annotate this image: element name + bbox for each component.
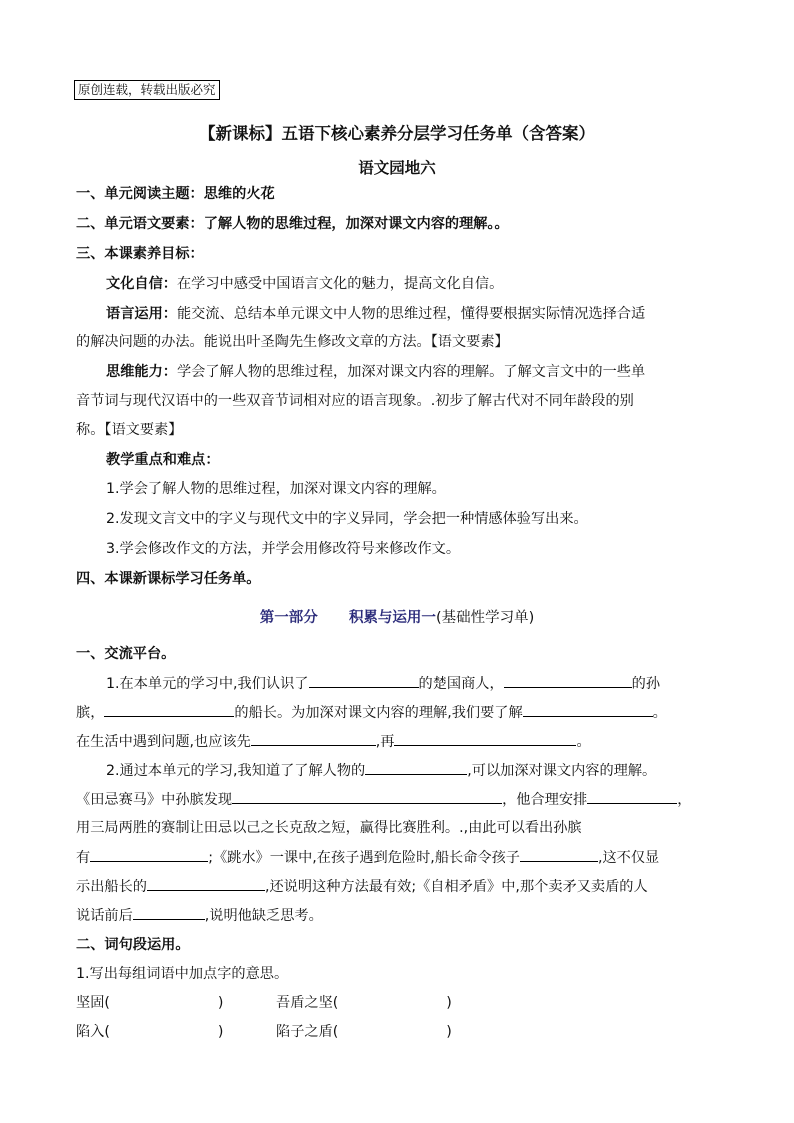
document-subtitle: 语文园地六	[358, 159, 436, 177]
q2-text-k: ,还说明这种方法最有效;《自相矛盾》中,那个卖矛又卖盾的人	[264, 879, 648, 895]
bracket-close: )	[217, 995, 224, 1011]
question-2-line-4	[76, 846, 718, 869]
q1-text-e: 的船长。为加深对课文内容的理解,我们要了解	[234, 705, 523, 721]
q2-text-d: ，他合理安排	[502, 792, 588, 808]
usage-question-1: 1.写出每组词语中加点字的意思。	[76, 966, 289, 982]
q2-text-c: 《田忌赛马》中孙膑发现	[76, 792, 233, 808]
unit-element: 二、单元语文要素：了解人物的思维过程，加深对课文内容的理解。。	[76, 216, 509, 232]
answer-blank[interactable]	[520, 846, 598, 862]
question-2-line-5	[76, 875, 718, 898]
q2-text-e: ，	[677, 792, 692, 808]
q2-text-i: ,这不仅显	[597, 850, 660, 866]
answer-blank[interactable]	[251, 730, 376, 746]
key-points-heading: 教学重点和难点：	[106, 452, 220, 468]
answer-blank[interactable]	[504, 672, 632, 688]
goal-culture-text: 在学习中感受中国语言文化的魅力，提高文化自信。	[176, 276, 504, 292]
tasks-heading: 四、本课新课标学习任务单。	[76, 571, 261, 587]
word-wudunzhijian: 吾盾之坚(	[276, 995, 339, 1011]
question-1-line-3	[76, 730, 718, 753]
goal-culture	[106, 273, 718, 295]
question-2-line-2	[76, 788, 718, 811]
answer-blank[interactable]	[90, 846, 208, 862]
goal-language-text: 能交流、总结本单元课文中人物的思维过程，懂得要根据实际情况选择合适	[176, 306, 646, 322]
goal-thinking-cont2: 称。【语文要素】	[76, 422, 183, 438]
question-2-line-6	[76, 904, 718, 927]
q1-text-d: 膑，	[76, 705, 105, 721]
question-1-line-2	[76, 701, 718, 724]
goal-culture-label: 文化自信：	[106, 276, 177, 292]
bracket-close: )	[217, 1024, 224, 1040]
word-row-1	[76, 992, 718, 1014]
goals-heading: 三、本课素养目标：	[76, 246, 204, 262]
q1-text-i: 。	[576, 734, 591, 750]
key-point-2: 2.发现文言文中的字义与现代文中的字义异同，学会把一种情感体验写出来。	[106, 511, 588, 527]
word-jiangu: 坚固(	[76, 995, 110, 1011]
q2-text-l: 说话前后	[76, 908, 133, 924]
q2-text-g: 有	[76, 850, 91, 866]
goal-language	[106, 303, 718, 325]
answer-blank[interactable]	[309, 672, 419, 688]
goal-language-cont: 的解决问题的办法。能说出叶圣陶先生修改文章的方法。【语文要素】	[76, 334, 509, 350]
q2-text-m: ,说明他缺乏思考。	[204, 908, 323, 924]
answer-blank[interactable]	[104, 701, 234, 717]
q2-text-b: ,可以加深对课文内容的理解。	[467, 763, 657, 779]
section-exchange-heading: 一、交流平台。	[76, 646, 176, 662]
q1-text-g: 在生活中遇到问题,也应该先	[76, 734, 251, 750]
word-row-2	[76, 1021, 718, 1043]
question-1-line-1	[106, 672, 718, 695]
q2-text-a: 2.通过本单元的学习,我知道了了解人物的	[106, 763, 366, 779]
question-2-line-1	[106, 759, 718, 782]
goal-language-label: 语言运用：	[106, 306, 177, 322]
goal-thinking	[106, 361, 718, 383]
part-one-heading	[0, 607, 794, 629]
q1-text-h: ,再	[375, 734, 395, 750]
bracket-close: )	[446, 1024, 452, 1040]
goal-thinking-label: 思维能力：	[106, 364, 177, 380]
answer-blank[interactable]	[133, 904, 205, 920]
key-point-1: 1.学会了解人物的思维过程，加深对课文内容的理解。	[106, 481, 446, 497]
key-point-3: 3.学会修改作文的方法，并学会用修改符号来修改作文。	[106, 541, 461, 557]
answer-blank[interactable]	[523, 701, 653, 717]
word-xianru: 陷入(	[76, 1024, 110, 1040]
goal-thinking-cont: 音节词与现代汉语中的一些双音节词相对应的语言现象。.初步了解古代对不同年龄段的别	[76, 393, 634, 409]
q1-text-b: 的楚国商人，	[418, 676, 504, 692]
answer-blank[interactable]	[365, 759, 467, 775]
answer-blank[interactable]	[587, 788, 677, 804]
copyright-stamp: 原创连载，转载出版必究	[74, 80, 220, 100]
part-one-label: 第一部分	[259, 610, 318, 626]
section-usage-heading: 二、词句段运用。	[76, 937, 190, 953]
q1-text-a: 1.在本单元的学习中,我们认识了	[106, 676, 309, 692]
answer-blank[interactable]	[147, 875, 265, 891]
part-one-name: 积累与运用一	[348, 610, 436, 626]
unit-theme: 一、单元阅读主题：思维的火花	[76, 186, 275, 202]
q2-text-j: 示出船长的	[76, 879, 147, 895]
answer-blank[interactable]	[394, 730, 576, 746]
word-xianzizhidun: 陷子之盾(	[276, 1024, 339, 1040]
part-one-note: (基础性学习单)	[435, 610, 535, 626]
bracket-close: )	[446, 995, 452, 1011]
goal-thinking-text: 学会了解人物的思维过程，加深对课文内容的理解。了解文言文中的一些单	[176, 364, 646, 380]
question-2-line-3: 用三局两胜的赛制让田忌以己之长克敌之短，赢得比赛胜利。.,由此可以看出孙膑	[76, 820, 582, 836]
document-title: 【新课标】五语下核心素养分层学习任务单（含答案）	[199, 124, 595, 143]
answer-blank[interactable]	[232, 788, 502, 804]
q1-text-f: 。	[652, 705, 667, 721]
q2-text-h: ;《跳水》一课中,在孩子遇到危险时,船长命令孩子	[208, 850, 520, 866]
q1-text-c: 的孙	[631, 676, 661, 692]
